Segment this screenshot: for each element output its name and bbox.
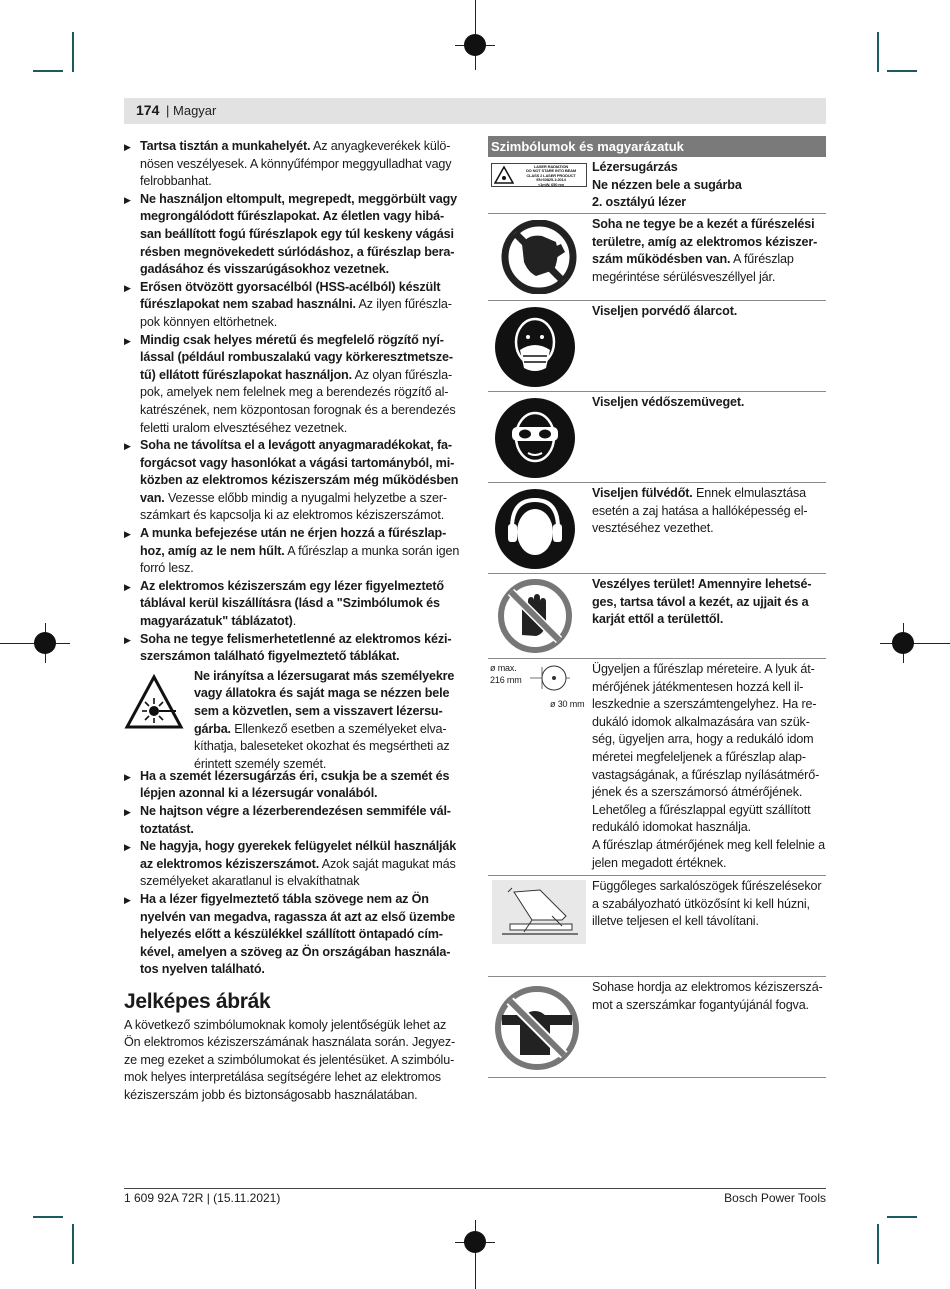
list-item	[124, 332, 460, 438]
blade-max-label: ø max.	[490, 663, 517, 673]
list-item	[124, 279, 460, 332]
list-item-bold: Erősen ötvözött gyorsacélból (HSS-acélból) készült fűrészlapokat nem szabad használni.	[140, 279, 441, 312]
laser-warning-text	[194, 668, 456, 774]
section-title: Jelképes ábrák	[124, 989, 271, 1013]
crop-mark	[877, 32, 879, 72]
list-item-text: Az anyagkeverékek különösen veszélyesek. A könnyűfémpor meggyulladhat vagy felrobbanhat.	[140, 139, 452, 189]
list-item-text: Az ilyen fűrészlapok könnyen eltörhetnek.	[140, 297, 452, 329]
table-row	[488, 837, 826, 875]
list-item-bold: A munka befejezése után ne érjen hozzá a fűrészlaphoz, amíg az le nem hűlt.	[140, 526, 447, 558]
crop-mark	[887, 1216, 917, 1218]
saw-blade-icon	[522, 663, 572, 693]
registration-line	[880, 643, 950, 644]
row-text	[592, 159, 826, 212]
header-separator: |	[166, 103, 170, 118]
row-bold: Lézersugárzás Ne nézzen bele a sugárba 2. osztályú lézer	[592, 160, 742, 210]
left-column	[124, 138, 460, 1105]
table-row	[488, 301, 826, 392]
table-row	[488, 659, 826, 837]
row-body: A fűrészlap megérintése sérülésveszéllyel jár.	[592, 252, 794, 284]
table-row	[488, 392, 826, 483]
row-text	[592, 394, 826, 412]
list-item	[124, 578, 460, 631]
list-item	[124, 768, 460, 803]
row-body: Ennek elmulasztása esetén a zaj hatása a hallóképesség elvesztéséhez vezethet.	[592, 486, 808, 536]
laser-warning	[124, 668, 460, 771]
row-body: A fűrészlap átmérőjének meg kell felelnie a jelen megadott értéknek.	[592, 838, 825, 870]
crop-mark	[72, 32, 74, 72]
no-carry-by-handle-icon	[494, 985, 580, 1071]
list-item-bold: Ha a szemét lézersugárzás éri, csukja be a szemét és lépjen azonnal ki a lézersugár vonalából.	[140, 768, 450, 801]
laser-warning-body: Ellenkező esetben a személyeket elvakíthatja, baleseteket okozhat és megsértheti az érintett személy szemét.	[194, 721, 450, 771]
symbols-table	[488, 136, 826, 1078]
table-title: Szimbólumok és magyarázatuk	[488, 136, 826, 157]
registration-mark	[464, 34, 486, 56]
crop-mark	[33, 1216, 63, 1218]
row-bold: Veszélyes terület! Amennyire lehetséges, tartsa távol a kezét, az ujjait és a karját ettől a területtől.	[592, 577, 812, 627]
row-text	[592, 661, 826, 837]
list-item	[124, 631, 460, 666]
ear-protection-icon	[494, 488, 576, 570]
footer-doc-id: 1 609 92A 72R | (15.11.2021)	[124, 1191, 281, 1205]
list-item-text: .	[292, 614, 297, 629]
table-row	[488, 977, 826, 1078]
list-item-bold: Soha ne tegye felismerhetetlenné az elektromos kéziszerszámon található figyelmeztető táblákat.	[140, 631, 452, 664]
list-item	[124, 525, 460, 578]
footer-brand: Bosch Power Tools	[724, 1191, 826, 1205]
list-item-bold: Ne használjon eltompult, megrepedt, meggörbült vagy megrongálódott fűrészlapokat. Az életlen vagy hibásan beállított fogú fűrészlapok egy túl keskeny vágási résben megnövekedett súrlódáshoz, a fűrészlap beragadásához és visszarúgásokhoz vezetnek.	[140, 191, 458, 277]
laser-warning-bold: Ne irányítsa a lézersugarat más személyekre vagy állatokra és saját maga se nézzen bele sem a közvetlen, sem a visszavert lézersugárba.	[194, 668, 455, 736]
page-number: 174	[136, 102, 160, 118]
dust-mask-icon	[494, 306, 576, 388]
list-item	[124, 138, 460, 191]
laser-label-line: <1mW, 650 nm	[538, 181, 564, 187]
row-text	[592, 837, 826, 872]
row-text	[592, 216, 826, 286]
safety-list	[124, 138, 460, 666]
page-header	[124, 98, 826, 124]
table-row	[488, 214, 826, 301]
crop-mark	[33, 70, 63, 72]
registration-mark	[464, 1231, 486, 1253]
table-row	[488, 574, 826, 659]
list-item-bold: Tartsa tisztán a munkahelyét.	[140, 139, 311, 153]
row-body: Függőleges sarkalószögek fűrészelésekor a szabályozható ütközősínt ki kell húzni, illetve teljesen el kell távolítani.	[592, 879, 822, 929]
blade-dimensions-figure	[488, 663, 590, 723]
row-text	[592, 878, 826, 931]
list-item	[124, 191, 460, 279]
no-hand-in-blade-icon	[492, 220, 586, 294]
row-bold: Viseljen védőszemüveget.	[592, 395, 745, 409]
row-bold: Viseljen porvédő álarcot.	[592, 304, 738, 318]
laser-label-text	[518, 165, 584, 187]
list-item	[124, 838, 460, 891]
list-item-bold: Az elektromos kéziszerszám egy lézer figyelmeztető táblával kerül kiszállításra (lásd a "Szimbólumok és magyarázatuk" táblázatot)	[140, 578, 444, 629]
row-text	[592, 979, 826, 1014]
list-item-bold: Mindig csak helyes méretű és megfelelő rögzítő nyílással (például rombuszalakú vagy körkeresztmetszetű) ellátott fűrészlapokat használjon.	[140, 332, 454, 382]
list-item-text: Vezesse előbb mindig a nyugalmi helyzetbe a szerszámkart és kapcsolja ki az elektromos kéziszerszámot.	[140, 490, 448, 523]
laser-warning-icon	[124, 674, 184, 730]
table-row	[488, 875, 826, 977]
table-row	[488, 157, 826, 214]
list-item-text: A fűrészlap a munka során igen forró lesz.	[140, 543, 460, 576]
row-text	[592, 485, 826, 538]
list-item-bold: Ne hajtson végre a lézerberendezésen semmiféle változtatást.	[140, 804, 451, 836]
row-bold: Viseljen fülvédőt.	[592, 486, 693, 500]
list-item-bold: Ne hagyja, hogy gyerekek felügyelet nélkül használják az elektromos kéziszerszámot.	[140, 839, 457, 871]
table-row	[488, 483, 826, 574]
crop-mark	[877, 1224, 879, 1264]
row-text	[592, 303, 826, 321]
list-item-text: Az olyan fűrészlapok, amelyek nem felelnek meg a berendezés rögzítő alkatrészének, nem központosan forognak és a berendezés feletti uralom elvesztéséhez vezetnek.	[140, 367, 456, 435]
list-item	[124, 437, 460, 525]
footer-rule	[124, 1188, 826, 1189]
no-hands-icon	[494, 579, 576, 653]
safety-goggles-icon	[494, 397, 576, 479]
registration-mark	[892, 632, 914, 654]
laser-label-line: DO NOT STARE INTO BEAM	[525, 168, 577, 174]
miter-saw-fence-icon	[492, 880, 586, 944]
blade-max-value: 216 mm	[490, 675, 522, 685]
crop-mark	[72, 1224, 74, 1264]
list-item-bold: Soha ne távolítsa el a levágott anyagmaradékokat, faforgácsot vagy hasonlókat a vágási tartományból, miközben az elektromos kéziszerszám még működésben van.	[140, 438, 459, 505]
laser-label-line: EN 60825-1:2014	[536, 177, 566, 183]
safety-list-2	[124, 768, 460, 979]
registration-mark	[34, 632, 56, 654]
laser-label-line: CLASS 2 LASER PRODUCT	[526, 172, 576, 178]
laser-label-line: LASER RADIATION	[533, 164, 569, 169]
laser-label-icon	[491, 163, 587, 187]
list-item-text: Azok saját magukat más személyeket akaratlanul is elvakíthatnak	[140, 856, 456, 889]
section-text: A következő szimbólumoknak komoly jelentőségük lehet az Ön elektromos kéziszerszámának használata során. Jegyezze meg ezeket a szimbólumokat és jelentésüket. A szimbólumok helyes interpretálása segítségére lehet az elektromos kéziszerszám jobb és biztonságosabb használatában.	[124, 1017, 456, 1102]
row-text	[592, 576, 826, 629]
header-language	[166, 103, 216, 118]
row-body: Sohase hordja az elektromos kéziszerszámot a szerszámkar fogantyújánál fogva.	[592, 980, 823, 1012]
list-item-bold: Ha a lézer figyelmeztető tábla szövege nem az Ön nyelvén van megadva, ragassza át azt az első üzembe helyezés előtt a készülékkel szállított öntapadó címkével, amelyen a szöveg az Ön országában használatos nyelven található.	[140, 891, 456, 977]
crop-mark	[887, 70, 917, 72]
row-body: Ügyeljen a fűrészlap méreteire. A lyuk átmérőjének játékmentesen hozzá kell illeszkednie a szerszámtengelyhez. Ha redukáló idomok alkalmazására van szükség, ügyeljen arra, hogy a redukáló idom méretei megfeleljenek a fűrészlap alapvastagságának, a fűrészlap nyílásátmérőjének és a szerszámorsó átmérőjének. Lehetőleg a fűrészlappal együtt szállított redukáló idomokat használja.	[592, 662, 820, 835]
row-bold: Soha ne tegye be a kezét a fűrészelési területre, amíg az elektromos kéziszerszám működésben van.	[592, 217, 818, 267]
list-item	[124, 803, 460, 838]
blade-bore: ø 30 mm	[550, 699, 585, 709]
header-language-label: Magyar	[173, 103, 217, 118]
list-item	[124, 891, 460, 979]
